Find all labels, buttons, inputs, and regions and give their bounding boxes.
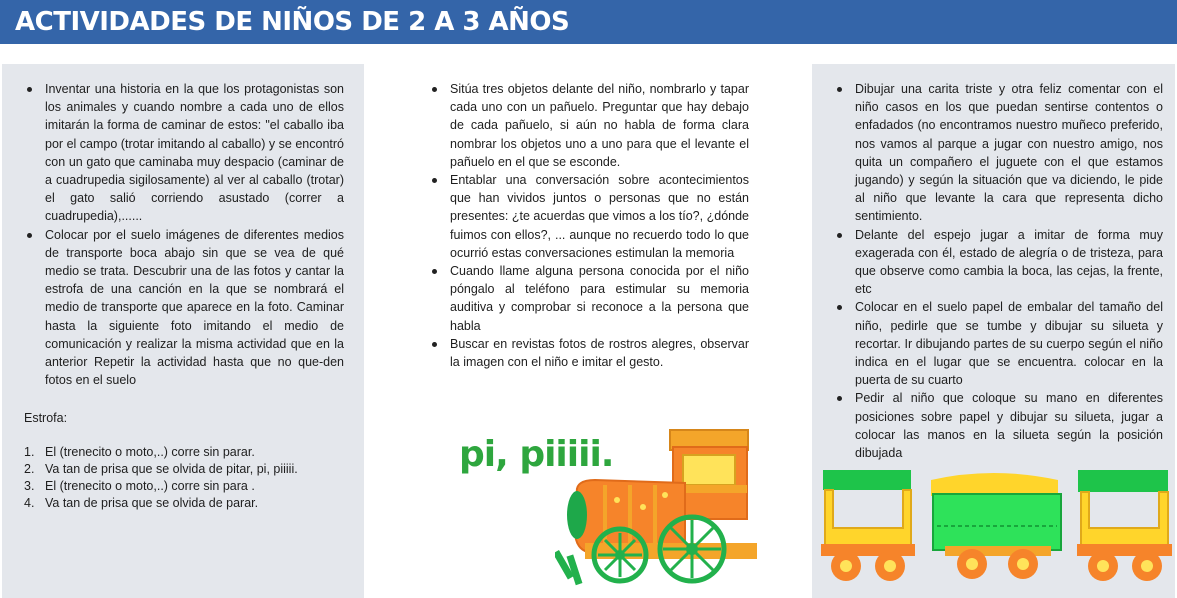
train-engine-icon: [555, 425, 765, 590]
list-text: Va tan de prisa que se olvida de parar.: [45, 495, 259, 510]
header-bar: [0, 0, 1177, 44]
list-item: [24, 444, 344, 461]
list-item: [24, 495, 344, 512]
list-item: Entablar una conversación sobre acontecimientos que han vividos juntos o personas que no están presentes: ¿te acuerdas que vimos a los tío?, ¿dónde fuimos con ellos?, ... aunque no recuerdo todo lo que ocurrió estas conversaciones estimulan la memoria: [429, 171, 749, 262]
train-wagons-icon: [813, 466, 1175, 590]
list-item: Colocar en el suelo papel de embalar del tamaño del niño, pedirle que se tumbe y dibujar su silueta y recortar. Ir dibujando partes de su cuerpo según el niño indica en el lugar que se encuentra. colocar en la puerta de su cuarto: [834, 298, 1163, 389]
activity-list-2: [429, 80, 749, 371]
list-item: [24, 461, 344, 478]
list-item: Inventar una historia en la que los protagonistas son los animales y cuando nombre a cada uno de ellos imitarán la forma de caminar de estos: "el caballo iba por el campo (trotar imitando al caballo) y se encontró con un gato que caminaba muy despacio (caminar de a cuadrupedia sigilosamente) al ver al caballo (trotar) el gato salió corriendo asustado (correr a cuadrupedia),......: [24, 80, 344, 226]
activities-column-1: [2, 64, 364, 598]
activity-list-3: [834, 80, 1163, 462]
list-item: Cuando llame alguna persona conocida por el niño póngalo al teléfono para estimular su memoria auditiva y comprobar si reconoce a la persona que habla: [429, 262, 749, 335]
list-item: Pedir al niño que coloque su mano en diferentes posiciones sobre papel y dibujar su silueta, jugar a colocar las manos en la silueta según la posición dibujada: [834, 389, 1163, 462]
list-number: 4.: [24, 495, 35, 510]
list-number: 3.: [24, 478, 35, 493]
list-text: El (trenecito o moto,..) corre sin para .: [45, 478, 255, 493]
list-number: 2.: [24, 461, 35, 476]
page-title: ACTIVIDADES DE NIÑOS DE 2 A 3 AÑOS: [15, 7, 570, 37]
list-item: Dibujar una carita triste y otra feliz comentar con el niño casos en los que puedan sentirse contentos o enfadados (no encontramos nuestro muñeco preferido, nos vamos al parque a jugar con nuestro amigo, nos quita un compañero el juguete con el que estamos jugando) y según la situación que va diciendo, le pide al niño que levante la cara que representa dicho sentimiento.: [834, 80, 1163, 226]
activities-column-2: [421, 64, 761, 404]
list-text: Va tan de prisa que se olvida de pitar, pi, piiiii.: [45, 461, 298, 476]
activity-list-1: [24, 80, 344, 389]
list-item: [24, 478, 344, 495]
list-number: 1.: [24, 444, 35, 459]
list-item: Colocar por el suelo imágenes de diferentes medios de transporte boca abajo sin que se vea de qué medio se trata. Descubrir una de las fotos y cantar la estrofa de una canción en la que se nombrará el medio de transporte que aparece en la foto. Caminar hasta la siguiente foto imitando el medio de comunicación y realizar la misma actividad que en la anterior Repetir la actividad hasta que no que-den fotos en el suelo: [24, 226, 344, 390]
estrofa-list: [24, 444, 344, 512]
estrofa-title: Estrofa:: [24, 411, 68, 426]
list-item: Buscar en revistas fotos de rostros alegres, observar la imagen con el niño e imitar el gesto.: [429, 335, 749, 371]
list-item: Sitúa tres objetos delante del niño, nombrarlo y tapar cada uno con un pañuelo. Preguntar que hay debajo de cada pañuelo, si aún no habla de forma clara nombrar los objetos uno a uno para que el levante el pañuelo en el que se esconde.: [429, 80, 749, 171]
train-sound-text: pi, piiiii.: [459, 434, 614, 475]
list-text: El (trenecito o moto,..) corre sin parar.: [45, 444, 255, 459]
list-item: Delante del espejo jugar a imitar de forma muy exagerada con él, estado de alegría o de tristeza, para que observe como cambia la boca, las cejas, la frente, etc: [834, 226, 1163, 299]
